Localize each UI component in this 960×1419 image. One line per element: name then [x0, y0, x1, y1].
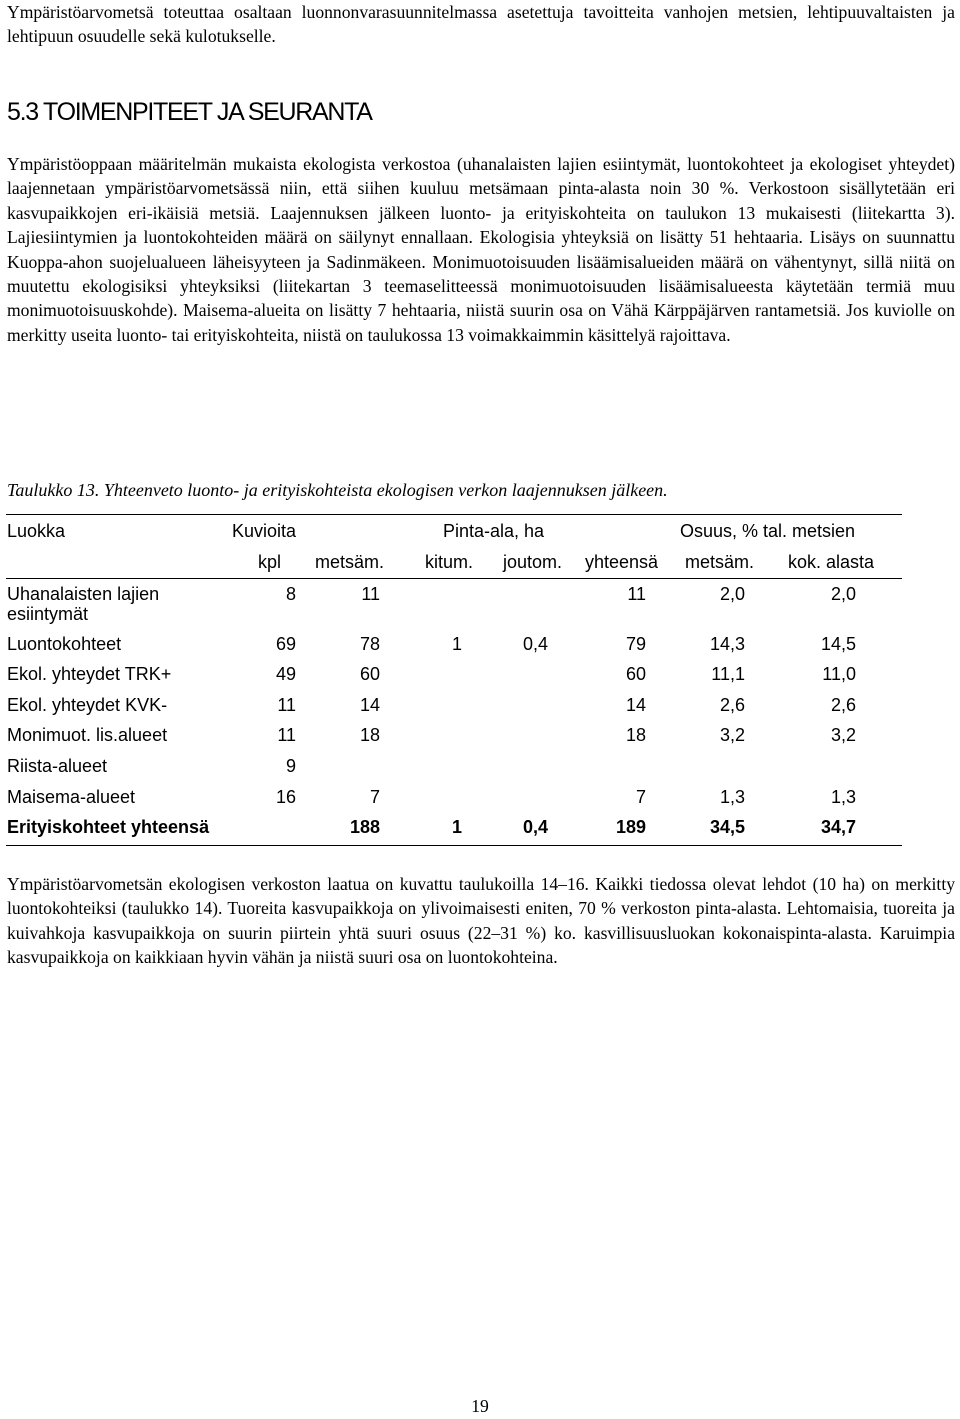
- row-label: Uhanalaisten lajien: [7, 584, 160, 604]
- table-caption: Taulukko 13. Yhteenveto luonto- ja erityiskohteista ekologisen verkon laajennuksen jälkeen.: [7, 480, 668, 500]
- cell-osuus-metsam: 3,2: [719, 725, 745, 745]
- row-label: Luontokohteet: [7, 634, 122, 654]
- table-top-rule: [6, 514, 902, 515]
- cell-metsam: 7: [369, 787, 380, 807]
- summary-table: [0, 510, 904, 850]
- row-label: Monimuot. lis.alueet: [7, 725, 168, 745]
- cell-osuus-metsam: 1,3: [719, 787, 745, 807]
- cell-metsam: 18: [359, 725, 380, 745]
- cell-yhteensa: 11: [627, 584, 646, 604]
- row-label: Maisema-alueet: [7, 787, 136, 807]
- row-label: Erityiskohteet yhteensä: [7, 817, 210, 837]
- cell-metsam: 14: [359, 695, 380, 715]
- header-luokka: Luokka: [7, 521, 66, 541]
- header-osuus: Osuus, % tal. metsien: [680, 521, 856, 541]
- cell-yhteensa: 18: [625, 725, 646, 745]
- cell-yhteensa: 14: [625, 695, 646, 715]
- cell-kpl: 8: [285, 584, 296, 604]
- cell-yhteensa: 189: [615, 817, 646, 837]
- cell-kok-alasta: 3,2: [830, 725, 856, 745]
- row-label-continued: esiintymät: [7, 604, 89, 624]
- subheader-osuus-metsam: metsäm.: [685, 552, 755, 572]
- cell-kok-alasta: 2,6: [830, 695, 856, 715]
- row-label: Ekol. yhteydet KVK-: [7, 695, 168, 715]
- cell-kok-alasta: 11,0: [822, 664, 856, 684]
- cell-osuus-metsam: 2,0: [719, 584, 745, 604]
- cell-yhteensa: 7: [635, 787, 646, 807]
- cell-yhteensa: 79: [625, 634, 646, 654]
- row-label: Ekol. yhteydet TRK+: [7, 664, 172, 684]
- cell-kok-alasta: 34,7: [820, 817, 856, 837]
- after-paragraph: Ympäristöarvometsän ekologisen verkoston laatua on kuvattu taulukoilla 14–16. Kaikki tiedossa olevat lehdot (10 ha) on merkitty luontokohteiksi (taulukko 14). Tuoreita kasvupaikkoja on ylivoimaisesti eniten, 70 % verkoston pinta-alasta. Lehtomaisia, tuoreita ja kuivahkoja kasvupaikkoja on suurin piirtein yhtä suuri osuus (22–31 %) ko. kasvillisuusluokan kokonaispinta-alasta. Karuimpia kasvupaikkoja on kaikkiaan hyvin vähän ja niistä suuri osa on luontokohteina.: [7, 874, 955, 968]
- cell-metsam: 60: [359, 664, 380, 684]
- cell-kok-alasta: 2,0: [830, 584, 856, 604]
- cell-osuus-metsam: 14,3: [709, 634, 745, 654]
- main-paragraph: Ympäristöoppaan määritelmän mukaista ekologista verkostoa (uhanalaisten lajien esiintymät, luontokohteet ja ekologiset yhteydet) laajennetaan ympäristöarvometsässä niin, että siihen kuuluu metsämaan pinta-alasta noin 30 %. Verkostoon sisällytetään eri kasvupaikkojen eri-ikäisiä metsiä. Laajennuksen jälkeen luonto- ja erityiskohteita on taulukon 13 mukaisesti (liitekartta 3). Lajiesiintymien ja luontokohteiden määrä on säilynyt ennallaan. Ekologisia yhteyksiä on lisätty 51 hehtaaria. Lisäys on suunnattu Kuoppa-ahon suojelualueen läheisyyteen ja Sadinmäkeen. Monimuotoisuuden lisäämisalueiden määrä on vähentynyt, sillä niitä on muutettu ekologisiksi yhteyksiksi (liitekartan 3 teemaselitteessä monimuotoisuuden lisäämisalueesta käytetään termiä muu monimuotoisuuskohde). Maisema-alueita on lisätty 7 hehtaaria, niistä suurin osa on Vähä Kärppäjärven rantametsiä. Jos kuviolle on merkitty useita luonto- tai erityiskohteita, niistä on taulukossa 13 voimakkaimmin käsittelyä rajoittava.: [7, 154, 955, 345]
- subheader-kpl: kpl: [258, 552, 282, 572]
- header-kuvioita: Kuvioita: [232, 521, 297, 541]
- cell-metsam: 188: [349, 817, 380, 837]
- table-bottom-rule: [6, 845, 902, 846]
- subheader-metsam: metsäm.: [315, 552, 385, 572]
- header-pinta-ala: Pinta-ala, ha: [443, 521, 545, 541]
- section-heading: 5.3 TOIMENPITEET JA SEURANTA: [7, 98, 372, 126]
- subheader-kok-alasta: kok. alasta: [788, 552, 875, 572]
- cell-joutom: 0,4: [522, 817, 548, 837]
- cell-yhteensa: 60: [625, 664, 646, 684]
- row-label: Riista-alueet: [7, 756, 108, 776]
- cell-kok-alasta: 1,3: [830, 787, 856, 807]
- cell-joutom: 0,4: [522, 634, 548, 654]
- cell-kitum: 1: [451, 817, 462, 837]
- cell-kpl: 9: [285, 756, 296, 776]
- cell-osuus-metsam: 11,1: [711, 664, 745, 684]
- intro-paragraph: Ympäristöarvometsä toteuttaa osaltaan luonnonvarasuunnitelmassa asetettuja tavoitteita vanhojen metsien, lehtipuuvaltaisten ja lehtipuun osuudelle sekä kulotukselle.: [7, 2, 955, 47]
- page-number: 19: [471, 1396, 489, 1416]
- subheader-joutom: joutom.: [503, 552, 563, 572]
- cell-kpl: 11: [277, 725, 296, 745]
- subheader-kitum: kitum.: [425, 552, 474, 572]
- table-header-rule: [6, 578, 902, 579]
- cell-kitum: 1: [451, 634, 462, 654]
- cell-kpl: 49: [275, 664, 296, 684]
- cell-kpl: 69: [275, 634, 296, 654]
- cell-metsam: 78: [359, 634, 380, 654]
- cell-kpl: 11: [277, 695, 296, 715]
- cell-metsam: 11: [361, 584, 380, 604]
- subheader-yhteensa: yhteensä: [585, 552, 659, 572]
- cell-osuus-metsam: 2,6: [719, 695, 745, 715]
- cell-osuus-metsam: 34,5: [709, 817, 745, 837]
- cell-kok-alasta: 14,5: [820, 634, 856, 654]
- cell-kpl: 16: [275, 787, 296, 807]
